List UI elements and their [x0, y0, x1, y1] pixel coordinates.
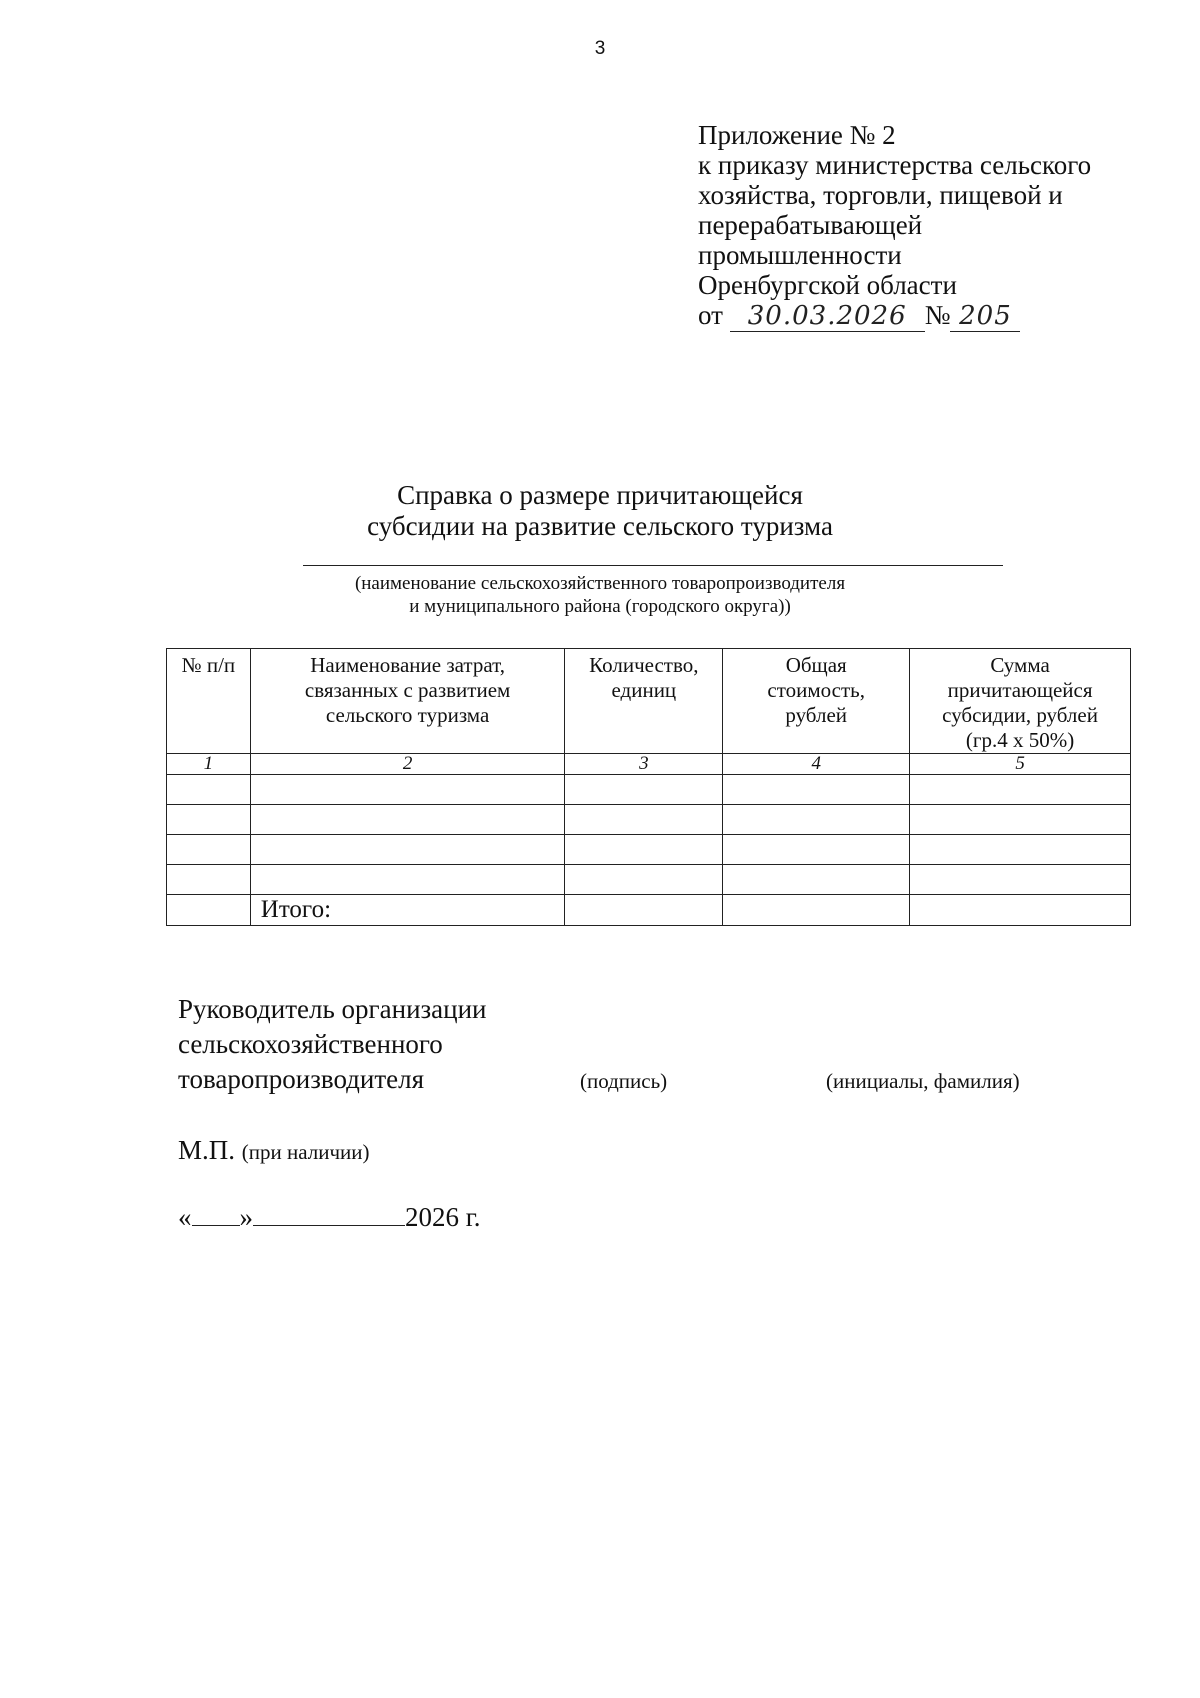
order-number-handwritten: 205 — [959, 301, 1012, 331]
table-cell[interactable] — [723, 775, 910, 805]
table-cell[interactable] — [910, 835, 1131, 865]
header-cell-quantity: Количество, единиц — [565, 649, 723, 754]
column-number: 3 — [565, 754, 723, 775]
column-number-row — [167, 754, 1131, 775]
total-quantity-cell[interactable] — [565, 895, 723, 926]
table-cell[interactable] — [565, 775, 723, 805]
signature-block — [178, 992, 1078, 1097]
total-cost-cell[interactable] — [723, 895, 910, 926]
signer-title-line — [178, 1062, 1078, 1097]
organization-caption — [0, 572, 1200, 618]
signer-title-text: товаропроизводителя — [178, 1064, 425, 1094]
table-cell[interactable] — [565, 805, 723, 835]
appendix-line: промышленности — [698, 240, 902, 270]
column-number: 4 — [723, 754, 910, 775]
table-cell[interactable] — [167, 805, 251, 835]
table-cell[interactable] — [565, 835, 723, 865]
close-quote: » — [239, 1202, 253, 1232]
total-row — [167, 895, 1131, 926]
table-row — [167, 805, 1131, 835]
table-cell[interactable] — [723, 805, 910, 835]
signer-title-line: Руководитель организации — [178, 994, 487, 1024]
table-cell[interactable] — [167, 775, 251, 805]
total-subsidy-cell[interactable] — [910, 895, 1131, 926]
table-cell[interactable] — [250, 775, 565, 805]
name-caption: (инициалы, фамилия) — [826, 1069, 1020, 1093]
total-label: Итого: — [250, 895, 565, 926]
appendix-line: перерабатывающей — [698, 210, 923, 240]
signing-date-line — [178, 1202, 481, 1233]
table-cell[interactable] — [565, 865, 723, 895]
costs-table — [166, 648, 1131, 926]
caption-line: (наименование сельскохозяйственного товаропроизводителя — [354, 573, 846, 594]
table-cell[interactable] — [250, 805, 565, 835]
header-cell-subsidy-amount: Сумма причитающейся субсидии, рублей (гр.4 х 50%) — [910, 649, 1131, 754]
seal-line — [178, 1135, 369, 1166]
table-cell[interactable] — [250, 835, 565, 865]
table-cell[interactable] — [167, 835, 251, 865]
column-number: 2 — [250, 754, 565, 775]
open-quote: « — [178, 1202, 192, 1232]
organization-name-line — [303, 565, 1003, 566]
seal-label: М.П. — [178, 1135, 236, 1165]
header-cell-total-cost: Общая стоимость, рублей — [723, 649, 910, 754]
table-cell[interactable] — [723, 865, 910, 895]
table-row — [167, 835, 1131, 865]
column-number: 5 — [910, 754, 1131, 775]
appendix-line: хозяйства, торговли, пищевой и — [698, 180, 1063, 210]
table-cell[interactable] — [167, 865, 251, 895]
appendix-line: к приказу министерства сельского — [698, 150, 1092, 180]
header-cell-number: № п/п — [167, 649, 251, 754]
table-cell[interactable] — [910, 805, 1131, 835]
table-cell[interactable] — [167, 895, 251, 926]
year-text: 2026 г. — [405, 1202, 481, 1232]
table-cell[interactable] — [723, 835, 910, 865]
number-prefix: № — [924, 300, 951, 330]
header-cell-expense-name: Наименование затрат, связанных с развитием сельского туризма — [250, 649, 565, 754]
order-date-field — [730, 300, 925, 332]
appendix-line: Оренбургской области — [698, 270, 957, 300]
table-header-row — [167, 649, 1131, 754]
signature-caption: (подпись) — [580, 1069, 668, 1093]
month-blank[interactable] — [253, 1203, 405, 1226]
caption-line: и муниципального района (городского округа)) — [409, 596, 791, 617]
day-blank[interactable] — [192, 1203, 240, 1226]
table-row — [167, 865, 1131, 895]
table-row — [167, 775, 1131, 805]
table-cell[interactable] — [250, 865, 565, 895]
appendix-line: Приложение № 2 — [698, 120, 896, 150]
order-date-handwritten: 30.03.2026 — [747, 301, 907, 331]
page-number: 3 — [594, 38, 606, 59]
appendix-header — [698, 120, 1178, 332]
table-cell[interactable] — [910, 865, 1131, 895]
date-prefix: от — [698, 300, 723, 330]
seal-note: (при наличии) — [241, 1140, 370, 1164]
title-line: субсидии на развитие сельского туризма — [367, 511, 833, 541]
order-number-field — [950, 300, 1020, 332]
table-cell[interactable] — [910, 775, 1131, 805]
document-title — [0, 480, 1200, 542]
column-number: 1 — [167, 754, 251, 775]
title-line: Справка о размере причитающейся — [397, 480, 803, 510]
order-date-line — [698, 300, 1178, 332]
signer-title-line: сельскохозяйственного — [178, 1029, 443, 1059]
